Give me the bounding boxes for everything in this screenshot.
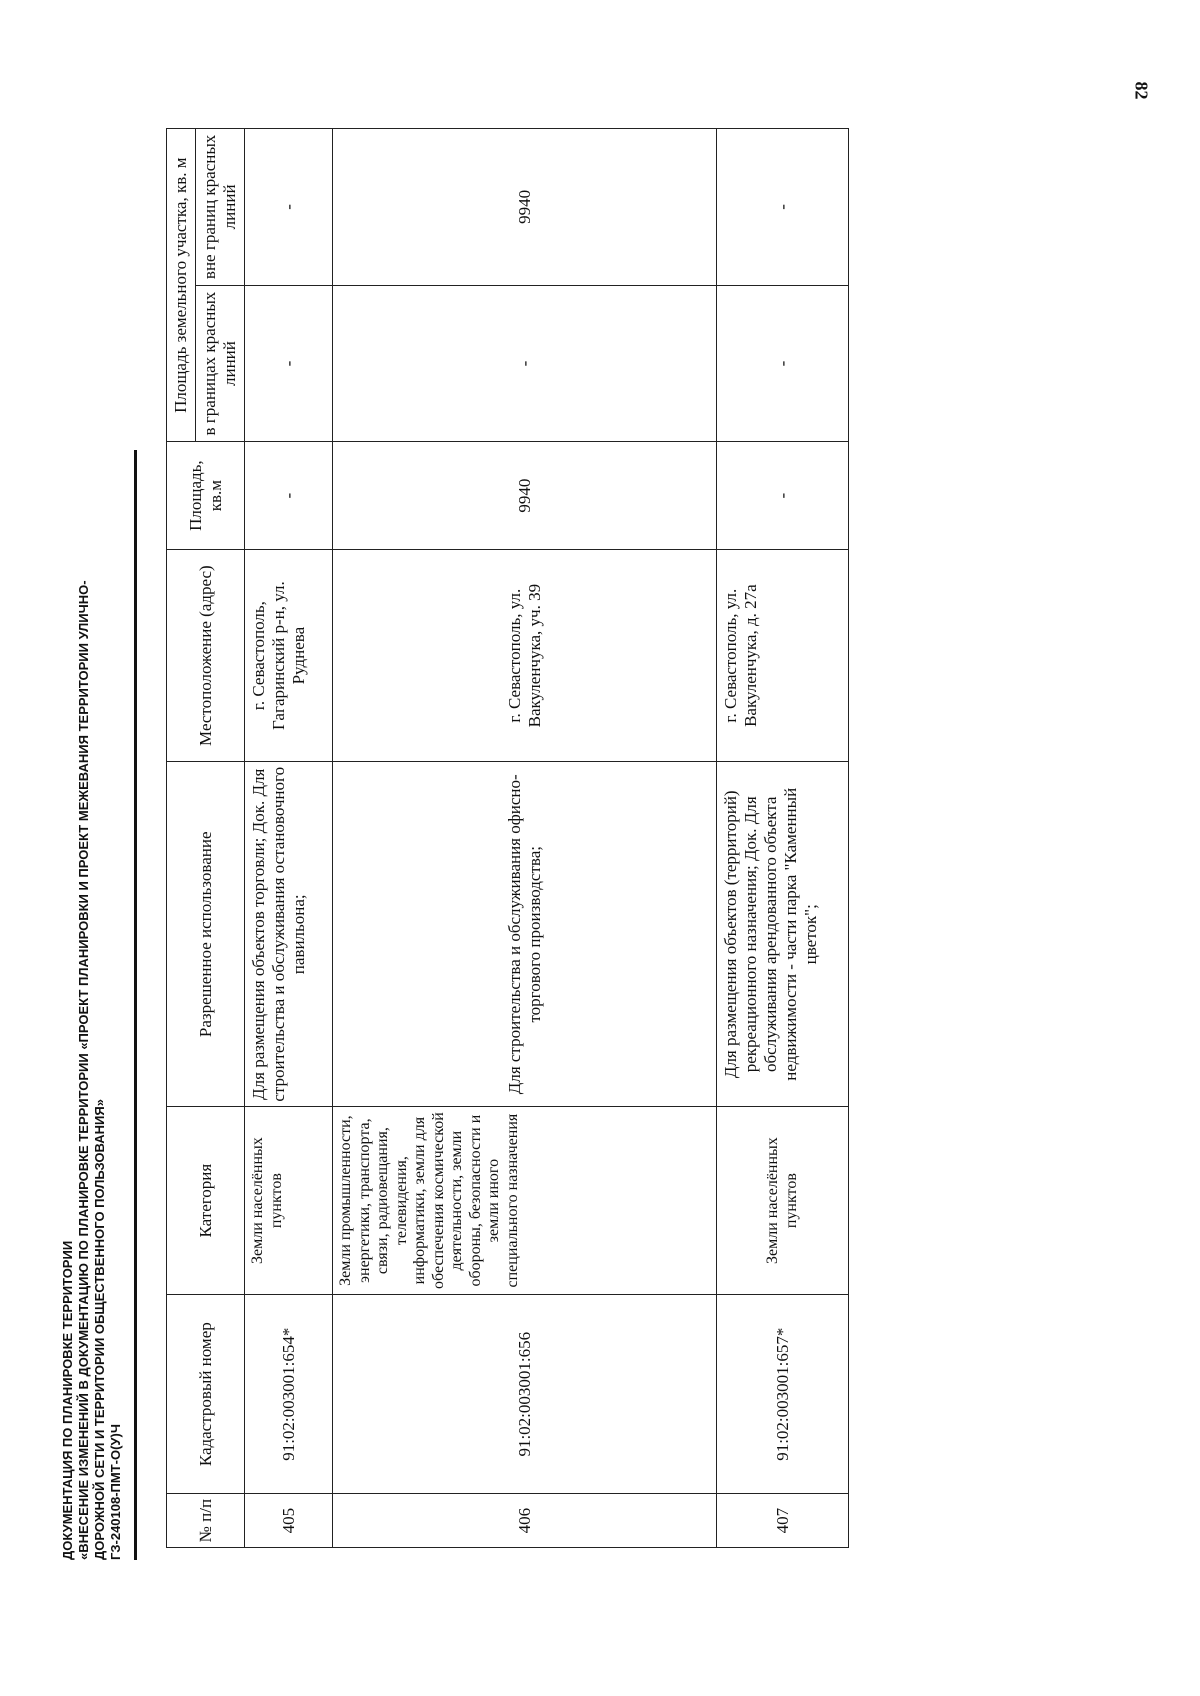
cell-outside-red-lines: - [717, 129, 849, 286]
header-row-1 [167, 129, 196, 1548]
header-line-2: «ВНЕСЕНИЕ ИЗМЕНЕНИЙ В ДОКУМЕНТАЦИЮ ПО ПЛАНИРОВКЕ ТЕРРИТОРИИ «ПРОЕКТ ПЛАНИРОВКИ И ПРОЕКТ МЕЖЕВАНИЯ ТЕРРИТОРИИ УЛИЧНО- [76, 580, 91, 1560]
col-header-outside-red-lines: вне границ красных линий [196, 129, 245, 286]
cell-inside-red-lines: - [245, 285, 333, 442]
cell-category: Земли населённых пунктов [245, 1107, 333, 1295]
cell-outside-red-lines: 9940 [333, 129, 717, 286]
cell-cadastral: 91:02:003001:656 [333, 1295, 717, 1494]
cell-category: Земли промышленности, энергетики, транспорта, связи, радиовещания, телевидения, информатики, земли для обеспечения космической деятельности, земли обороны, безопасности и земли иного специального назначения [333, 1107, 717, 1295]
col-header-location: Местоположение (адрес) [167, 549, 245, 762]
col-header-permitted-use: Разрешенное использование [167, 762, 245, 1107]
cell-num: 407 [717, 1494, 849, 1548]
table-row [717, 129, 849, 1548]
cell-inside-red-lines: - [717, 285, 849, 442]
header-line-1: ДОКУМЕНТАЦИЯ ПО ПЛАНИРОВКЕ ТЕРРИТОРИИ [60, 1240, 75, 1560]
document-header [60, 60, 124, 1560]
cell-location: г. Севастополь, Гагаринский р-н, ул. Руднева [245, 549, 333, 762]
cell-area: - [717, 442, 849, 549]
cell-permitted-use: Для размещения объектов (территорий) рекреационного назначения; Док. Для обслуживания арендованного объекта недвижимости - части парка "Каменный цветок"; [717, 762, 849, 1107]
cell-cadastral: 91:02:003001:657* [717, 1295, 849, 1494]
col-header-num: № п/п [167, 1494, 245, 1548]
header-line-3: ДОРОЖНОЙ СЕТИ И ТЕРРИТОРИИ ОБЩЕСТВЕННОГО ПОЛЬЗОВАНИЯ» [92, 1099, 107, 1560]
cell-permitted-use: Для строительства и обслуживания офисно-торгового производства; [333, 762, 717, 1107]
page-number: 82 [1131, 81, 1152, 100]
table-row [245, 129, 333, 1548]
col-header-category: Категория [167, 1107, 245, 1295]
cell-outside-red-lines: - [245, 129, 333, 286]
rotated-page-content [60, 60, 960, 1560]
cell-num: 405 [245, 1494, 333, 1548]
header-line-4: ГЗ-240108-ПМТ-О(У)Ч [108, 1424, 123, 1560]
col-header-plot-area-group: Площадь земельного участка, кв. м [167, 129, 196, 442]
cell-cadastral: 91:02:003001:654* [245, 1295, 333, 1494]
cell-location: г. Севастополь, ул. Вакуленчука, д. 27а [717, 549, 849, 762]
cell-area: - [245, 442, 333, 549]
cell-permitted-use: Для размещения объектов торговли; Док. Для строительства и обслуживания остановочного павильона; [245, 762, 333, 1107]
cell-inside-red-lines: - [333, 285, 717, 442]
col-header-cadastral: Кадастровый номер [167, 1295, 245, 1494]
cell-category: Земли населённых пунктов [717, 1107, 849, 1295]
header-rule [134, 450, 137, 1560]
cell-area: 9940 [333, 442, 717, 549]
cell-num: 406 [333, 1494, 717, 1548]
col-header-area: Площадь, кв.м [167, 442, 245, 549]
table-row [333, 129, 717, 1548]
land-plots-table [166, 128, 849, 1548]
col-header-inside-red-lines: в границах красных линий [196, 285, 245, 442]
cell-location: г. Севастополь, ул. Вакуленчука, уч. 39 [333, 549, 717, 762]
